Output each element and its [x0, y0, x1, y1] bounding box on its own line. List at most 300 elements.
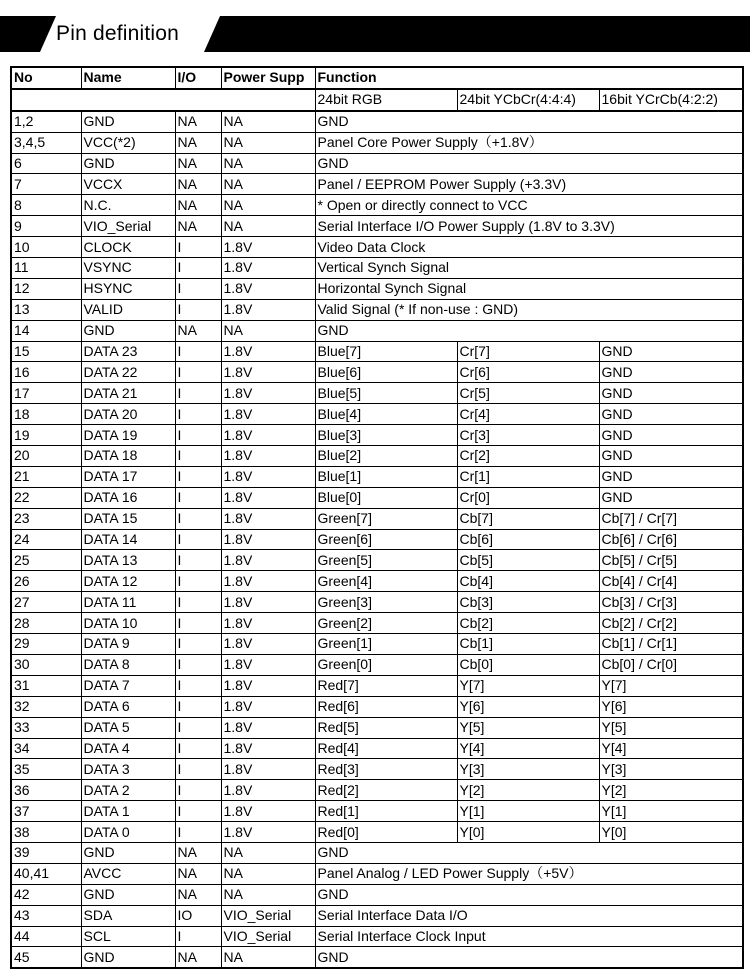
- pin-io-cell: I: [175, 362, 221, 383]
- pin-name-cell: SCL: [81, 926, 175, 947]
- pin-power-supply-cell: VIO_Serial: [221, 905, 315, 926]
- pin-power-supply-cell: NA: [221, 216, 315, 237]
- pin-function-cell: Panel / EEPROM Power Supply (+3.3V): [315, 174, 743, 195]
- pin-number-cell: 13: [11, 299, 81, 320]
- pin-name-cell: DATA 13: [81, 550, 175, 571]
- pin-function-ycrcb422-cell: GND: [599, 425, 743, 446]
- pin-function-rgb-cell: Blue[7]: [315, 341, 457, 362]
- pin-name-cell: DATA 0: [81, 822, 175, 843]
- pin-name-cell: DATA 12: [81, 571, 175, 592]
- pin-number-cell: 32: [11, 696, 81, 717]
- pin-number-cell: 35: [11, 759, 81, 780]
- pin-io-cell: I: [175, 738, 221, 759]
- pin-number-cell: 30: [11, 654, 81, 675]
- pin-function-ycrcb422-cell: Y[2]: [599, 780, 743, 801]
- table-row: [11, 299, 743, 320]
- table-row: [11, 508, 743, 529]
- pin-function-rgb-cell: Red[0]: [315, 822, 457, 843]
- pin-name-cell: DATA 10: [81, 613, 175, 634]
- pin-number-cell: 28: [11, 613, 81, 634]
- pin-function-cell: Vertical Synch Signal: [315, 258, 743, 279]
- pin-function-ycbcr444-cell: Y[6]: [457, 696, 599, 717]
- pin-io-cell: NA: [175, 884, 221, 905]
- pin-function-rgb-cell: Blue[1]: [315, 466, 457, 487]
- pin-power-supply-cell: NA: [221, 320, 315, 341]
- table-row: [11, 780, 743, 801]
- col-header-io: I/O: [175, 67, 221, 89]
- pin-function-rgb-cell: Green[6]: [315, 529, 457, 550]
- pin-number-cell: 3,4,5: [11, 132, 81, 153]
- pin-io-cell: I: [175, 801, 221, 822]
- pin-number-cell: 33: [11, 717, 81, 738]
- pin-number-cell: 20: [11, 446, 81, 467]
- pin-number-cell: 7: [11, 174, 81, 195]
- pin-power-supply-cell: 1.8V: [221, 237, 315, 258]
- pin-function-ycbcr444-cell: Cb[2]: [457, 613, 599, 634]
- pin-number-cell: 19: [11, 425, 81, 446]
- pin-name-cell: AVCC: [81, 863, 175, 884]
- table-row: [11, 842, 743, 863]
- pin-power-supply-cell: 1.8V: [221, 383, 315, 404]
- pin-name-cell: VIO_Serial: [81, 216, 175, 237]
- pin-function-ycbcr444-cell: Cb[6]: [457, 529, 599, 550]
- pin-io-cell: I: [175, 341, 221, 362]
- pin-number-cell: 9: [11, 216, 81, 237]
- pin-power-supply-cell: NA: [221, 842, 315, 863]
- pin-function-cell: GND: [315, 320, 743, 341]
- table-row: [11, 905, 743, 926]
- pin-power-supply-cell: 1.8V: [221, 613, 315, 634]
- pin-function-cell: GND: [315, 153, 743, 174]
- pin-io-cell: I: [175, 696, 221, 717]
- pin-power-supply-cell: 1.8V: [221, 634, 315, 655]
- pin-power-supply-cell: 1.8V: [221, 278, 315, 299]
- pin-io-cell: I: [175, 278, 221, 299]
- pin-name-cell: DATA 9: [81, 634, 175, 655]
- pin-number-cell: 17: [11, 383, 81, 404]
- pin-io-cell: I: [175, 780, 221, 801]
- pin-power-supply-cell: NA: [221, 153, 315, 174]
- pin-io-cell: NA: [175, 132, 221, 153]
- pin-io-cell: NA: [175, 842, 221, 863]
- pin-function-ycrcb422-cell: GND: [599, 487, 743, 508]
- pin-power-supply-cell: 1.8V: [221, 592, 315, 613]
- table-row: [11, 926, 743, 947]
- pin-power-supply-cell: NA: [221, 195, 315, 216]
- pin-number-cell: 36: [11, 780, 81, 801]
- pin-power-supply-cell: 1.8V: [221, 529, 315, 550]
- pin-name-cell: DATA 6: [81, 696, 175, 717]
- pin-power-supply-cell: NA: [221, 947, 315, 968]
- table-row: [11, 446, 743, 467]
- pin-power-supply-cell: 1.8V: [221, 258, 315, 279]
- pin-name-cell: GND: [81, 947, 175, 968]
- pin-number-cell: 38: [11, 822, 81, 843]
- pin-function-ycbcr444-cell: Cr[0]: [457, 487, 599, 508]
- pin-function-cell: Valid Signal (* If non-use : GND): [315, 299, 743, 320]
- table-row: [11, 717, 743, 738]
- pin-number-cell: 26: [11, 571, 81, 592]
- pin-power-supply-cell: 1.8V: [221, 696, 315, 717]
- pin-number-cell: 31: [11, 675, 81, 696]
- pin-number-cell: 11: [11, 258, 81, 279]
- table-row: [11, 404, 743, 425]
- pin-power-supply-cell: 1.8V: [221, 299, 315, 320]
- pin-function-rgb-cell: Green[7]: [315, 508, 457, 529]
- pin-function-rgb-cell: Red[1]: [315, 801, 457, 822]
- pin-number-cell: 37: [11, 801, 81, 822]
- pin-function-ycbcr444-cell: Y[4]: [457, 738, 599, 759]
- pin-name-cell: DATA 7: [81, 675, 175, 696]
- pin-power-supply-cell: 1.8V: [221, 487, 315, 508]
- pin-name-cell: DATA 20: [81, 404, 175, 425]
- table-row: [11, 675, 743, 696]
- pin-function-ycrcb422-cell: Y[5]: [599, 717, 743, 738]
- pin-power-supply-cell: 1.8V: [221, 466, 315, 487]
- table-row: [11, 592, 743, 613]
- pin-io-cell: I: [175, 613, 221, 634]
- pin-function-ycrcb422-cell: Y[6]: [599, 696, 743, 717]
- pin-io-cell: I: [175, 258, 221, 279]
- pin-function-ycbcr444-cell: Cb[4]: [457, 571, 599, 592]
- pin-function-rgb-cell: Green[3]: [315, 592, 457, 613]
- table-row: [11, 634, 743, 655]
- pin-number-cell: 45: [11, 947, 81, 968]
- pin-function-rgb-cell: Green[1]: [315, 634, 457, 655]
- function-subheader-row: [11, 89, 743, 111]
- pin-function-ycrcb422-cell: Cb[0] / Cr[0]: [599, 654, 743, 675]
- pin-name-cell: CLOCK: [81, 237, 175, 258]
- pin-function-cell: Video Data Clock: [315, 237, 743, 258]
- pin-function-ycrcb422-cell: Cb[5] / Cr[5]: [599, 550, 743, 571]
- pin-name-cell: DATA 8: [81, 654, 175, 675]
- pin-function-ycbcr444-cell: Y[0]: [457, 822, 599, 843]
- pin-io-cell: I: [175, 529, 221, 550]
- pin-function-rgb-cell: Green[0]: [315, 654, 457, 675]
- pin-name-cell: DATA 22: [81, 362, 175, 383]
- pin-io-cell: I: [175, 822, 221, 843]
- pin-power-supply-cell: 1.8V: [221, 759, 315, 780]
- pin-function-ycbcr444-cell: Cr[2]: [457, 446, 599, 467]
- table-row: [11, 654, 743, 675]
- pin-name-cell: VALID: [81, 299, 175, 320]
- table-row: [11, 759, 743, 780]
- pin-io-cell: I: [175, 571, 221, 592]
- pin-function-cell: Serial Interface Clock Input: [315, 926, 743, 947]
- pin-function-ycrcb422-cell: GND: [599, 383, 743, 404]
- pin-number-cell: 12: [11, 278, 81, 299]
- pin-function-cell: Serial Interface I/O Power Supply (1.8V to 3.3V): [315, 216, 743, 237]
- pin-number-cell: 21: [11, 466, 81, 487]
- pin-number-cell: 15: [11, 341, 81, 362]
- pin-power-supply-cell: 1.8V: [221, 508, 315, 529]
- pin-power-supply-cell: NA: [221, 884, 315, 905]
- table-row: [11, 320, 743, 341]
- pin-function-ycbcr444-cell: Y[7]: [457, 675, 599, 696]
- pin-function-rgb-cell: Red[6]: [315, 696, 457, 717]
- pin-name-cell: DATA 17: [81, 466, 175, 487]
- table-row: [11, 801, 743, 822]
- pin-number-cell: 29: [11, 634, 81, 655]
- pin-io-cell: NA: [175, 195, 221, 216]
- table-row: [11, 425, 743, 446]
- pin-function-cell: Panel Core Power Supply（+1.8V）: [315, 132, 743, 153]
- pin-function-rgb-cell: Blue[0]: [315, 487, 457, 508]
- pin-io-cell: I: [175, 592, 221, 613]
- pin-name-cell: DATA 14: [81, 529, 175, 550]
- pin-rows: [11, 111, 743, 969]
- table-row: [11, 947, 743, 968]
- pin-name-cell: DATA 2: [81, 780, 175, 801]
- pin-number-cell: 23: [11, 508, 81, 529]
- pin-io-cell: I: [175, 404, 221, 425]
- pin-function-cell: GND: [315, 111, 743, 132]
- pin-io-cell: I: [175, 425, 221, 446]
- pin-power-supply-cell: 1.8V: [221, 780, 315, 801]
- pin-name-cell: DATA 11: [81, 592, 175, 613]
- pin-function-ycbcr444-cell: Cb[5]: [457, 550, 599, 571]
- pin-function-ycrcb422-cell: Y[3]: [599, 759, 743, 780]
- pin-io-cell: I: [175, 654, 221, 675]
- pin-io-cell: I: [175, 926, 221, 947]
- pin-io-cell: NA: [175, 111, 221, 132]
- pin-function-ycrcb422-cell: Cb[3] / Cr[3]: [599, 592, 743, 613]
- pin-function-ycrcb422-cell: Cb[6] / Cr[6]: [599, 529, 743, 550]
- pin-function-ycbcr444-cell: Cb[0]: [457, 654, 599, 675]
- pin-io-cell: I: [175, 383, 221, 404]
- pin-io-cell: I: [175, 237, 221, 258]
- pin-number-cell: 22: [11, 487, 81, 508]
- pin-name-cell: HSYNC: [81, 278, 175, 299]
- table-row: [11, 258, 743, 279]
- pin-function-cell: GND: [315, 884, 743, 905]
- pin-power-supply-cell: 1.8V: [221, 550, 315, 571]
- pin-function-rgb-cell: Green[5]: [315, 550, 457, 571]
- pin-number-cell: 42: [11, 884, 81, 905]
- pin-function-ycbcr444-cell: Cr[7]: [457, 341, 599, 362]
- table-row: [11, 466, 743, 487]
- table-row: [11, 237, 743, 258]
- table-row: [11, 822, 743, 843]
- pin-function-cell: Horizontal Synch Signal: [315, 278, 743, 299]
- table-row: [11, 153, 743, 174]
- pin-function-cell: * Open or directly connect to VCC: [315, 195, 743, 216]
- pin-power-supply-cell: 1.8V: [221, 362, 315, 383]
- table-row: [11, 341, 743, 362]
- pin-function-ycrcb422-cell: Y[0]: [599, 822, 743, 843]
- pin-function-rgb-cell: Blue[5]: [315, 383, 457, 404]
- pin-function-ycrcb422-cell: GND: [599, 466, 743, 487]
- pin-io-cell: I: [175, 487, 221, 508]
- pin-function-ycrcb422-cell: GND: [599, 362, 743, 383]
- pin-name-cell: GND: [81, 111, 175, 132]
- pin-number-cell: 18: [11, 404, 81, 425]
- pin-function-ycrcb422-cell: GND: [599, 446, 743, 467]
- pin-number-cell: 34: [11, 738, 81, 759]
- pin-function-cell: GND: [315, 842, 743, 863]
- pin-function-ycbcr444-cell: Cr[5]: [457, 383, 599, 404]
- pin-function-ycrcb422-cell: Y[4]: [599, 738, 743, 759]
- pin-io-cell: I: [175, 675, 221, 696]
- pin-name-cell: GND: [81, 320, 175, 341]
- table-row: [11, 362, 743, 383]
- pin-io-cell: I: [175, 550, 221, 571]
- pin-name-cell: SDA: [81, 905, 175, 926]
- pin-definition-table: [10, 66, 744, 969]
- pin-name-cell: VCC(*2): [81, 132, 175, 153]
- table-row: [11, 195, 743, 216]
- pin-name-cell: DATA 1: [81, 801, 175, 822]
- pin-number-cell: 43: [11, 905, 81, 926]
- pin-io-cell: I: [175, 759, 221, 780]
- table-row: [11, 738, 743, 759]
- table-row: [11, 487, 743, 508]
- col-header-function: Function: [315, 67, 743, 89]
- pin-function-ycrcb422-cell: Cb[2] / Cr[2]: [599, 613, 743, 634]
- pin-power-supply-cell: 1.8V: [221, 822, 315, 843]
- table-row: [11, 174, 743, 195]
- pin-name-cell: DATA 23: [81, 341, 175, 362]
- table-row: [11, 696, 743, 717]
- pin-name-cell: DATA 15: [81, 508, 175, 529]
- header-row: [11, 67, 743, 89]
- pin-function-rgb-cell: Blue[2]: [315, 446, 457, 467]
- pin-io-cell: I: [175, 446, 221, 467]
- pin-function-rgb-cell: Red[7]: [315, 675, 457, 696]
- table-row: [11, 132, 743, 153]
- pin-function-ycbcr444-cell: Cr[4]: [457, 404, 599, 425]
- pin-io-cell: I: [175, 508, 221, 529]
- pin-name-cell: VSYNC: [81, 258, 175, 279]
- pin-function-rgb-cell: Blue[4]: [315, 404, 457, 425]
- pin-io-cell: NA: [175, 174, 221, 195]
- pin-function-ycbcr444-cell: Y[2]: [457, 780, 599, 801]
- pin-name-cell: DATA 19: [81, 425, 175, 446]
- pin-power-supply-cell: 1.8V: [221, 801, 315, 822]
- pin-number-cell: 8: [11, 195, 81, 216]
- pin-power-supply-cell: VIO_Serial: [221, 926, 315, 947]
- pin-function-ycbcr444-cell: Cb[3]: [457, 592, 599, 613]
- pin-name-cell: DATA 3: [81, 759, 175, 780]
- subheader-24bit-rgb: 24bit RGB: [315, 89, 457, 111]
- pin-name-cell: GND: [81, 153, 175, 174]
- table-row: [11, 111, 743, 132]
- pin-function-ycbcr444-cell: Y[1]: [457, 801, 599, 822]
- pin-power-supply-cell: 1.8V: [221, 717, 315, 738]
- pin-function-ycbcr444-cell: Cb[1]: [457, 634, 599, 655]
- pin-number-cell: 1,2: [11, 111, 81, 132]
- pin-function-rgb-cell: Blue[6]: [315, 362, 457, 383]
- table-row: [11, 216, 743, 237]
- pin-io-cell: I: [175, 466, 221, 487]
- pin-io-cell: I: [175, 299, 221, 320]
- pin-function-rgb-cell: Blue[3]: [315, 425, 457, 446]
- pin-function-ycrcb422-cell: Cb[4] / Cr[4]: [599, 571, 743, 592]
- pin-io-cell: NA: [175, 153, 221, 174]
- pin-name-cell: DATA 21: [81, 383, 175, 404]
- pin-power-supply-cell: NA: [221, 111, 315, 132]
- pin-function-rgb-cell: Green[4]: [315, 571, 457, 592]
- pin-function-cell: Serial Interface Data I/O: [315, 905, 743, 926]
- pin-power-supply-cell: NA: [221, 132, 315, 153]
- pin-io-cell: I: [175, 634, 221, 655]
- pin-io-cell: NA: [175, 216, 221, 237]
- pin-io-cell: I: [175, 717, 221, 738]
- table-row: [11, 863, 743, 884]
- pin-function-cell: GND: [315, 947, 743, 968]
- pin-name-cell: DATA 16: [81, 487, 175, 508]
- subheader-16bit-ycrcb422: 16bit YCrCb(4:2:2): [599, 89, 743, 111]
- pin-function-ycrcb422-cell: Cb[7] / Cr[7]: [599, 508, 743, 529]
- col-header-no: No: [11, 67, 81, 89]
- pin-name-cell: N.C.: [81, 195, 175, 216]
- pin-number-cell: 16: [11, 362, 81, 383]
- pin-function-ycbcr444-cell: Cr[3]: [457, 425, 599, 446]
- pin-function-ycbcr444-cell: Cr[1]: [457, 466, 599, 487]
- pin-io-cell: NA: [175, 863, 221, 884]
- pin-power-supply-cell: NA: [221, 863, 315, 884]
- subheader-24bit-ycbcr444: 24bit YCbCr(4:4:4): [457, 89, 599, 111]
- pin-function-cell: Panel Analog / LED Power Supply（+5V）: [315, 863, 743, 884]
- pin-power-supply-cell: 1.8V: [221, 738, 315, 759]
- table-row: [11, 613, 743, 634]
- pin-number-cell: 39: [11, 842, 81, 863]
- pin-name-cell: GND: [81, 842, 175, 863]
- pin-power-supply-cell: NA: [221, 174, 315, 195]
- pin-function-ycrcb422-cell: GND: [599, 404, 743, 425]
- table-row: [11, 383, 743, 404]
- pin-number-cell: 27: [11, 592, 81, 613]
- col-header-name: Name: [81, 67, 175, 89]
- pin-number-cell: 24: [11, 529, 81, 550]
- pin-power-supply-cell: 1.8V: [221, 425, 315, 446]
- pin-function-ycrcb422-cell: GND: [599, 341, 743, 362]
- pin-power-supply-cell: 1.8V: [221, 446, 315, 467]
- pin-io-cell: NA: [175, 947, 221, 968]
- pin-name-cell: DATA 5: [81, 717, 175, 738]
- table-row: [11, 884, 743, 905]
- pin-function-ycrcb422-cell: Y[7]: [599, 675, 743, 696]
- pin-power-supply-cell: 1.8V: [221, 571, 315, 592]
- pin-number-cell: 10: [11, 237, 81, 258]
- pin-power-supply-cell: 1.8V: [221, 654, 315, 675]
- page-title: Pin definition: [56, 22, 180, 45]
- table-row: [11, 550, 743, 571]
- pin-number-cell: 6: [11, 153, 81, 174]
- table-row: [11, 571, 743, 592]
- col-header-power-supply: Power Supp: [221, 67, 315, 89]
- pin-name-cell: DATA 18: [81, 446, 175, 467]
- pin-number-cell: 44: [11, 926, 81, 947]
- pin-function-ycbcr444-cell: Y[3]: [457, 759, 599, 780]
- pin-name-cell: GND: [81, 884, 175, 905]
- pin-power-supply-cell: 1.8V: [221, 404, 315, 425]
- pin-io-cell: IO: [175, 905, 221, 926]
- pin-name-cell: VCCX: [81, 174, 175, 195]
- pin-function-rgb-cell: Red[2]: [315, 780, 457, 801]
- subheader-spacer: [11, 89, 315, 111]
- table-row: [11, 529, 743, 550]
- pin-function-ycbcr444-cell: Y[5]: [457, 717, 599, 738]
- pin-function-ycrcb422-cell: Cb[1] / Cr[1]: [599, 634, 743, 655]
- pin-function-rgb-cell: Red[5]: [315, 717, 457, 738]
- pin-power-supply-cell: 1.8V: [221, 675, 315, 696]
- pin-function-rgb-cell: Red[3]: [315, 759, 457, 780]
- pin-function-rgb-cell: Red[4]: [315, 738, 457, 759]
- pin-io-cell: NA: [175, 320, 221, 341]
- pin-name-cell: DATA 4: [81, 738, 175, 759]
- pin-number-cell: 25: [11, 550, 81, 571]
